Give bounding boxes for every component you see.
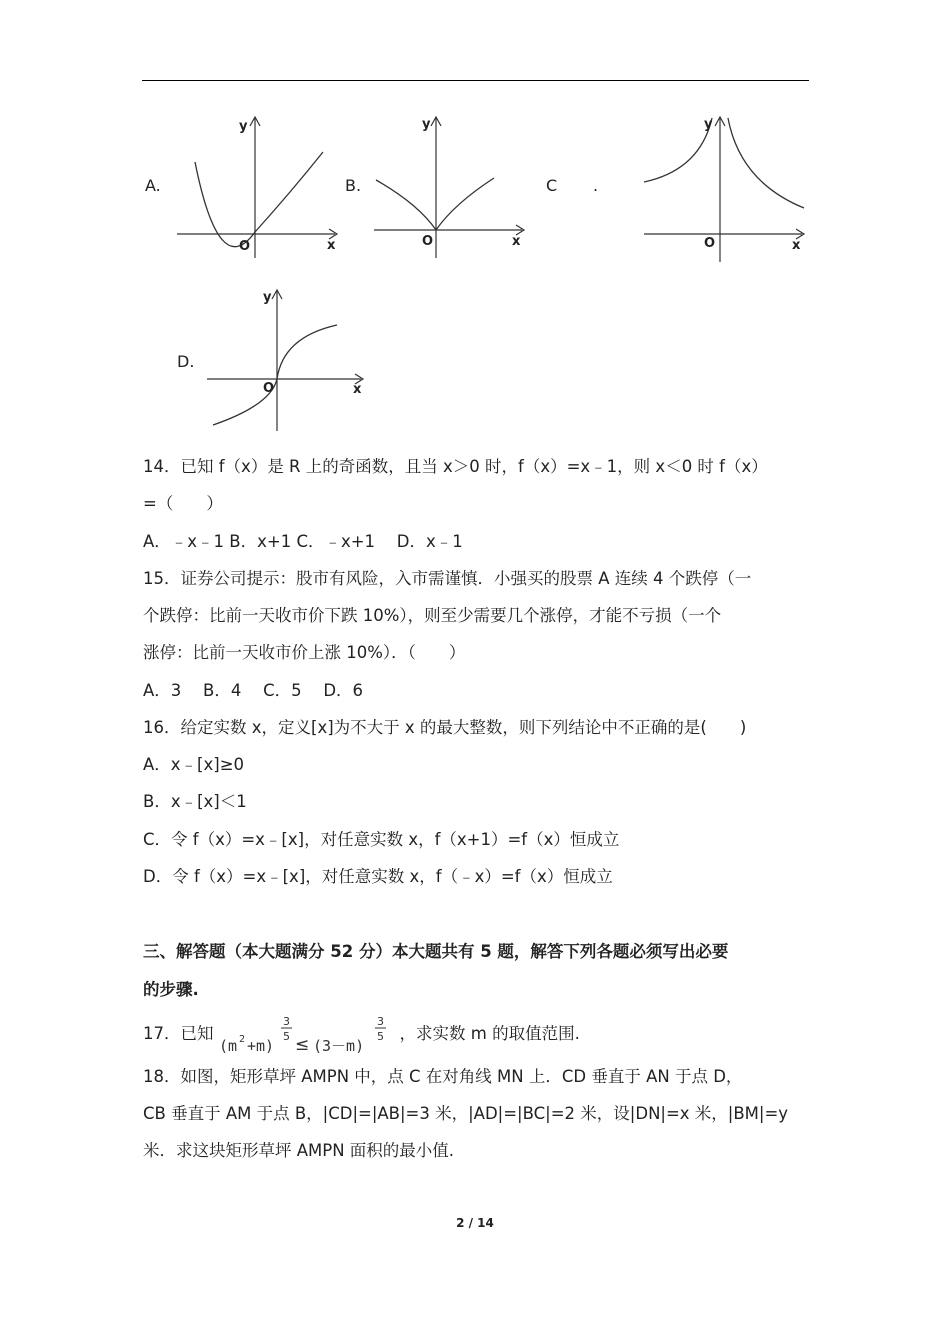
q17-formula xyxy=(217,1013,397,1057)
curve-b-right xyxy=(436,178,494,230)
q14-line-2: =（ ） xyxy=(143,494,223,513)
formula-exp-num-1: 3 xyxy=(282,1014,290,1028)
axis-x-label: x xyxy=(327,238,336,253)
axis-y-label: y xyxy=(239,119,248,134)
option-a-label: A. xyxy=(145,176,161,195)
axis-y-label: y xyxy=(263,290,272,305)
q16-option-b: B．x﹣[x]＜1 xyxy=(143,792,247,811)
formula-exp-den-1: 5 xyxy=(282,1029,290,1043)
header-rule xyxy=(142,80,809,81)
q18-line-3: 米．求这块矩形草坪 AMPN 面积的最小值. xyxy=(143,1141,455,1160)
origin-label: O xyxy=(422,234,434,249)
q16-option-c: C．令 f（x）=x﹣[x]，对任意实数 x，f（x+1）=f（x）恒成立 xyxy=(143,830,620,849)
axis-x-label: x xyxy=(353,382,362,397)
curve-c-right xyxy=(728,118,804,208)
section3-heading-line-1: 三、解答题（本大题满分 52 分）本大题共有 5 题，解答下列各题必须写出必要 xyxy=(143,942,729,961)
q16-option-d: D．令 f（x）=x﹣[x]，对任意实数 x，f（﹣x）=f（x）恒成立 xyxy=(143,867,613,886)
axis-x-label: x xyxy=(512,234,521,249)
curve-d xyxy=(213,325,337,425)
q14-line-1: 14．已知 f（x）是 R 上的奇函数，且当 x＞0 时，f（x）=x﹣1，则 x＜0 时 f（x） xyxy=(143,457,768,476)
axis-y-label: y xyxy=(422,117,431,132)
option-c-dot: . xyxy=(593,176,599,195)
q15-line-3: 涨停：比前一天收市价上涨 10%）．（ ） xyxy=(143,643,466,662)
q18-line-2: CB 垂直于 AM 于点 B，|CD|=|AB|=3 米，|AD|=|BC|=2 米，设|DN|=x 米，|BM|=y xyxy=(143,1104,789,1123)
q17-suffix: ，求实数 m 的取值范围. xyxy=(399,1024,580,1043)
graph-a xyxy=(175,112,345,260)
curve-a xyxy=(195,152,323,247)
q18-line-1: 18．如图，矩形草坪 AMPN 中，点 C 在对角线 MN 上．CD 垂直于 AN 于点 D， xyxy=(143,1067,743,1086)
q15-line-1: 15．证券公司提示：股市有风险，入市需谨慎．小强买的股票 A 连续 4 个跌停（一 xyxy=(143,569,752,588)
q15-line-2: 个跌停：比前一天收市价下跌 10%），则至少需要几个涨停，才能不亏损（一个 xyxy=(143,606,722,625)
origin-label: O xyxy=(239,239,251,254)
formula-base-1: (m xyxy=(218,1036,237,1055)
axis-y-label: y xyxy=(704,117,713,132)
origin-label: O xyxy=(263,381,275,396)
q17-prefix: 17．已知 xyxy=(143,1024,214,1043)
q16-line-1: 16．给定实数 x，定义[x]为不大于 x 的最大整数，则下列结论中不正确的是( ) xyxy=(143,718,747,737)
curve-b-left xyxy=(376,180,436,230)
q17-line xyxy=(143,1012,580,1056)
graph-b xyxy=(370,112,530,260)
axis-x-label: x xyxy=(792,238,801,253)
graph-d xyxy=(205,285,375,433)
q15-options: A．3 B．4 C．5 D．6 xyxy=(143,681,364,700)
formula-square: 2 xyxy=(238,1033,245,1045)
formula-exp-den-2: 5 xyxy=(376,1029,384,1043)
formula-exp-num-2: 3 xyxy=(376,1014,384,1028)
formula-base-1-rest: +m) xyxy=(246,1036,274,1055)
option-c-label: C xyxy=(546,176,558,195)
origin-label: O xyxy=(704,236,716,251)
curve-c-left xyxy=(644,118,712,182)
formula-le: ≤ xyxy=(294,1034,309,1055)
section3-heading-line-2: 的步骤. xyxy=(143,980,199,999)
page-number: 2 / 14 xyxy=(456,1216,494,1230)
graph-c xyxy=(640,112,812,264)
option-b-label: B. xyxy=(345,176,362,195)
q14-options: A．﹣x﹣1 B．x+1 C．﹣x+1 D．x﹣1 xyxy=(143,532,463,551)
option-d-label: D. xyxy=(177,352,195,371)
q16-option-a: A．x﹣[x]≥0 xyxy=(143,755,245,774)
formula-base-2: (3－m) xyxy=(312,1036,364,1055)
